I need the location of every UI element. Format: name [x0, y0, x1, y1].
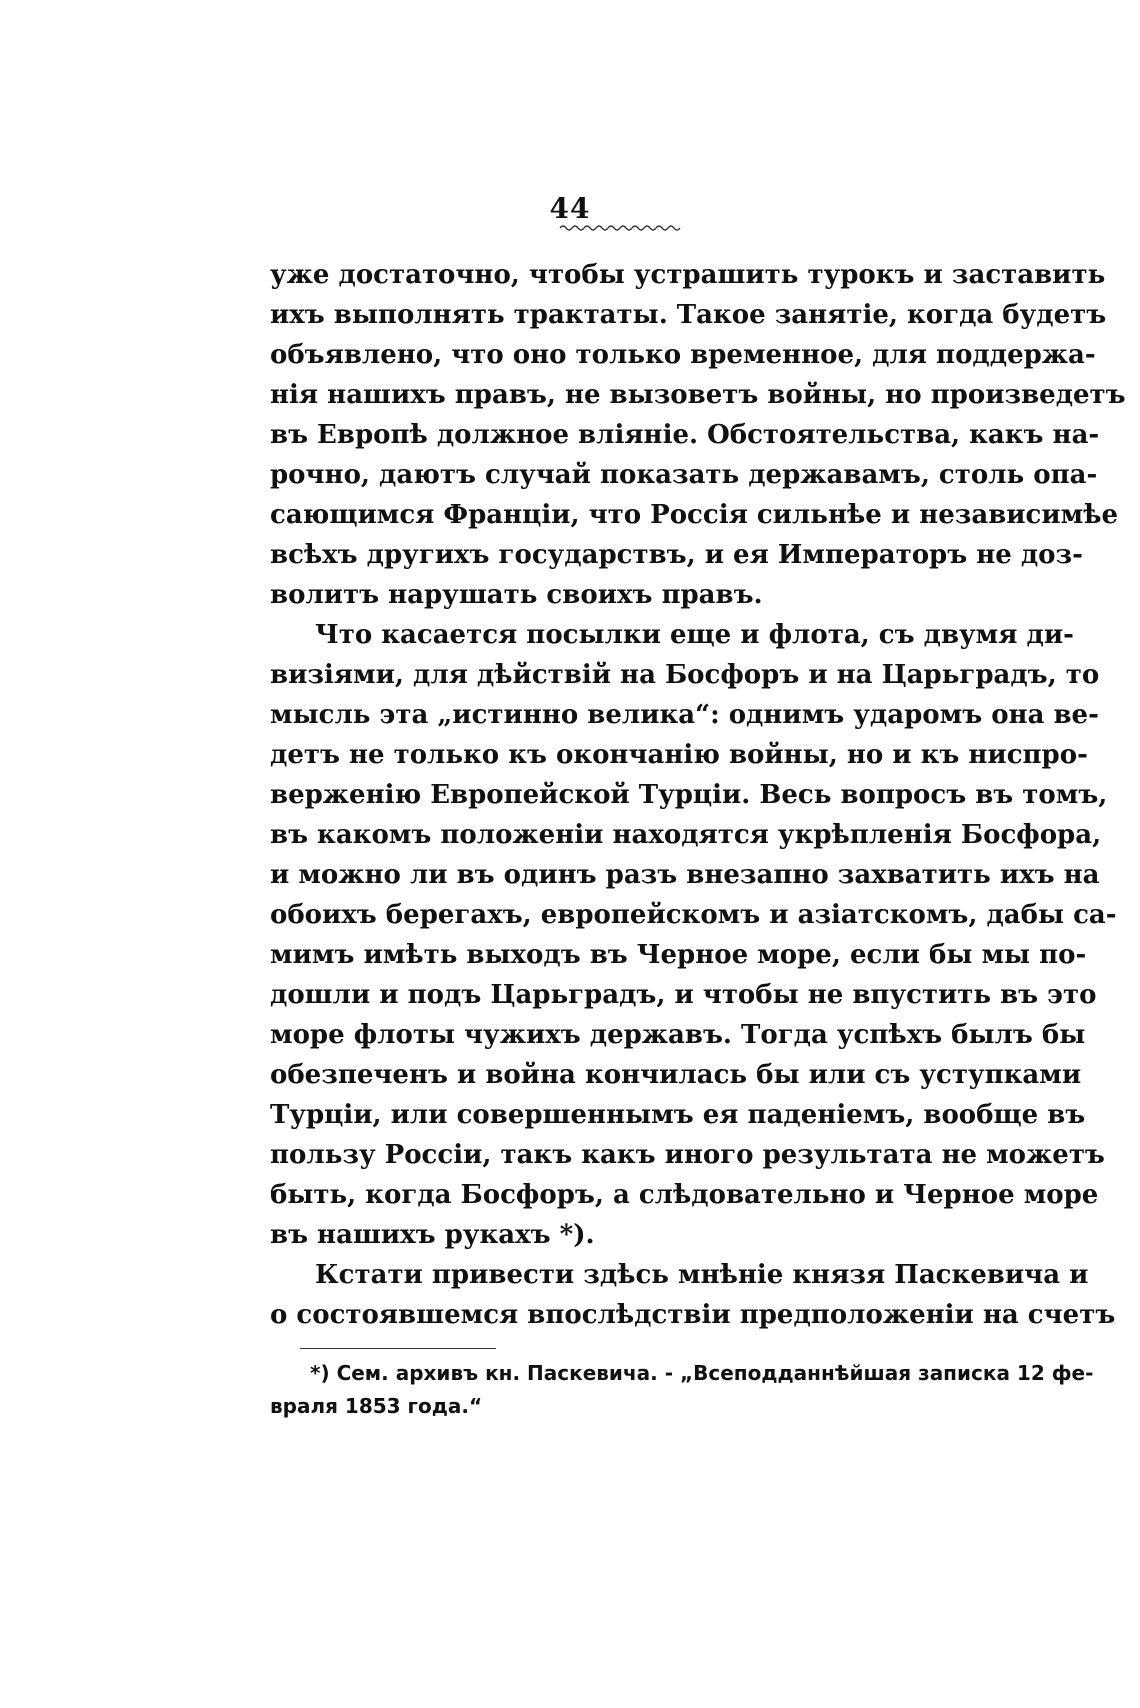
text-line: о состоявшемся впослѣдствіи предположеніи на счетъ — [270, 1300, 1116, 1330]
text-line: ихъ выполнять трактаты. Такое занятіе, когда будетъ — [270, 300, 1107, 330]
footnote-divider — [300, 1348, 496, 1349]
text-line: сающимся Франціи, что Россія сильнѣе и независимѣе — [270, 500, 1119, 530]
text-line: объявлено, что оно только временное, для поддержа- — [270, 340, 1096, 370]
text-line: мимъ имѣть выходъ въ Черное море, если бы мы по- — [270, 940, 1087, 970]
footnote — [270, 1357, 1094, 1423]
text-line: волитъ нарушать своихъ правъ. — [270, 580, 763, 610]
page-number-ornament — [560, 222, 680, 232]
text-line: обоихъ берегахъ, европейскомъ и азіатскомъ, дабы са- — [270, 900, 1117, 930]
text-line: Что касается посылки еще и флота, съ двумя ди- — [315, 620, 1074, 650]
text-line: Турціи, или совершеннымъ ея паденіемъ, вообще въ — [270, 1100, 1086, 1130]
text-line: море флоты чужихъ державъ. Тогда успѣхъ былъ бы — [270, 1020, 1086, 1050]
text-line: нія нашихъ правъ, не вызоветъ войны, но произведетъ — [270, 380, 1126, 410]
text-line: мысль эта „истинно велика“: однимъ ударомъ она ве- — [270, 700, 1099, 730]
text-line: детъ не только къ окончанію войны, но и къ ниспро- — [270, 740, 1088, 770]
text-line: пользу Россіи, такъ какъ иного результата не можетъ — [270, 1140, 1105, 1170]
page-number: 44 — [549, 192, 591, 225]
text-line: уже достаточно, чтобы устрашить турокъ и заставить — [270, 260, 1106, 290]
text-line: всѣхъ другихъ государствъ, и ея Императоръ не доз- — [270, 540, 1083, 570]
footnote-line: враля 1853 года.“ — [270, 1394, 483, 1418]
text-line: быть, когда Босфоръ, а слѣдовательно и Черное море — [270, 1180, 1099, 1210]
text-line: Кстати привести здѣсь мнѣніе князя Паскевича и — [315, 1260, 1089, 1290]
text-line: обезпеченъ и война кончилась бы или съ уступками — [270, 1060, 1082, 1090]
body-text — [270, 255, 1126, 1335]
text-line: и можно ли въ одинъ разъ внезапно захватить ихъ на — [270, 860, 1100, 890]
text-line: въ какомъ положеніи находятся укрѣпленія Босфора, — [270, 820, 1102, 850]
text-line: рочно, даютъ случай показать державамъ, столь опа- — [270, 460, 1098, 490]
text-line: верженію Европейской Турціи. Весь вопросъ въ томъ, — [270, 780, 1108, 810]
text-line: въ Европѣ должное вліяніе. Обстоятельства, какъ на- — [270, 420, 1100, 450]
text-line: визіями, для дѣйствій на Босфоръ и на Царьградъ, то — [270, 660, 1100, 690]
footnote-line: *) Сем. архивъ кн. Паскевича. - „Всеподданнѣйшая записка 12 фе- — [310, 1361, 1094, 1385]
text-line: дошли и подъ Царьградъ, и чтобы не впустить въ это — [270, 980, 1097, 1010]
text-line: въ нашихъ рукахъ *). — [270, 1220, 595, 1250]
